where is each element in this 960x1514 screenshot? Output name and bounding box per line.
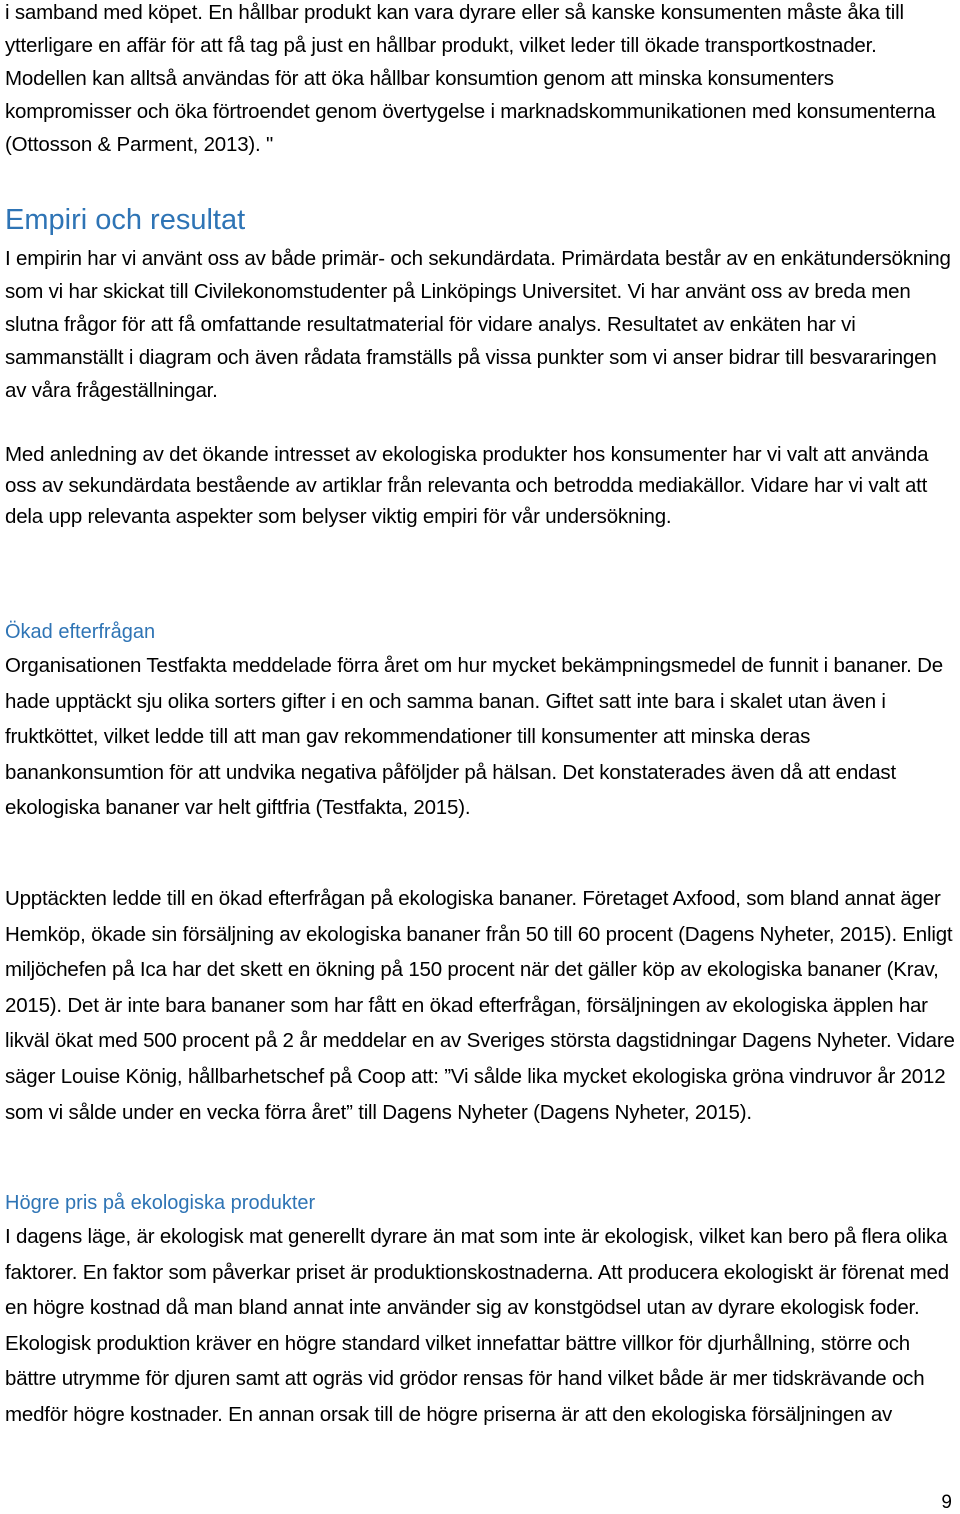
heading-empiri-och-resultat: Empiri och resultat [5, 204, 246, 236]
empiri-paragraph-1: I empirin har vi använt oss av både primär- och sekundärdata. Primärdata består av en enkätundersökning som vi har skickat till Civilekonomstudenter på Linköpings Universitet. Vi har använt oss av breda men slutna frågor för att få omfattande resultatmaterial för vidare analys. Resultatet av enkäten har vi sammanställt i diagram och även rådata framställs på vissa punkter som vi anser bidrar till besvararingen av våra frågeställningar. [5, 247, 951, 402]
page-number: 9 [941, 1492, 952, 1513]
empiri-paragraph-2: Med anledning av det ökande intresset av ekologiska produkter hos konsumenter har vi valt att använda oss av sekundärdata bestående av artiklar från relevanta och betrodda mediakällor. Vidare har vi valt att dela upp relevanta aspekter som belyser viktig empiri för vår undersökning. [5, 443, 929, 528]
efterfragan-paragraph-2: Upptäckten ledde till en ökad efterfrågan på ekologiska bananer. Företaget Axfood, som bland annat äger Hemköp, ökade sin försäljning av ekologiska bananer från 50 till 60 procent (Dagens Nyheter, 2015). Enligt miljöchefen på Ica har det skett en ökning på 150 procent när det gäller köp av ekologiska bananer (Krav, 2015). Det är inte bara bananer som har fått en ökad efterfrågan, försäljningen av ekologiska äpplen har likväl ökat med 500 procent på 2 år meddelar en av Sveriges största dagstidningar Dagens Nyheter. Vidare säger Louise König, hållbarhetschef på Coop att: ”Vi sålde lika mycket ekologiska gröna vindruvor år 2012 som vi sålde under en vecka förra året” till Dagens Nyheter (Dagens Nyheter, 2015). [5, 887, 955, 1124]
pris-paragraph-1: I dagens läge, är ekologisk mat generellt dyrare än mat som inte är ekologisk, vilket kan bero på flera olika faktorer. En faktor som påverkar priset är produktionskostnaderna. Att producera ekologiskt är förenat med en högre kostnad då man bland annat inte använder sig av konstgödsel utan av dyrare ekologisk foder. Ekologisk produktion kräver en högre standard vilket innefattar bättre villkor för djurhållning, större och bättre utrymme för djuren samt att ogräs vid grödor rensas för hand vilket både är mer tidskrävande och medför högre kostnader. En annan orsak till de högre priserna är att den ekologiska försäljningen av [5, 1225, 949, 1426]
heading-hogre-pris: Högre pris på ekologiska produkter [5, 1192, 316, 1214]
intro-paragraph: i samband med köpet. En hållbar produkt kan vara dyrare eller så kanske konsumenten måste åka till ytterligare en affär för att få tag på just en hållbar produkt, vilket leder till ökade transportkostnader. Modellen kan alltså användas för att öka hållbar konsumtion genom att minska konsumenters kompromisser och öka förtroendet genom övertygelse i marknadskommunikationen med konsumenterna (Ottosson & Parment, 2013). " [5, 1, 936, 156]
efterfragan-paragraph-1: Organisationen Testfakta meddelade förra året om hur mycket bekämpningsmedel de funnit i bananer. De hade upptäckt sju olika sorters gifter i en och samma banan. Giftet satt inte bara i skalet utan även i fruktköttet, vilket ledde till att man gav rekommendationer till konsumenter att minska deras banankonsumtion för att undvika negativa påföljder på hälsan. Det konstaterades även då att endast ekologiska bananer var helt giftfria (Testfakta, 2015). [5, 654, 943, 820]
heading-okad-efterfragan: Ökad efterfrågan [5, 621, 156, 643]
